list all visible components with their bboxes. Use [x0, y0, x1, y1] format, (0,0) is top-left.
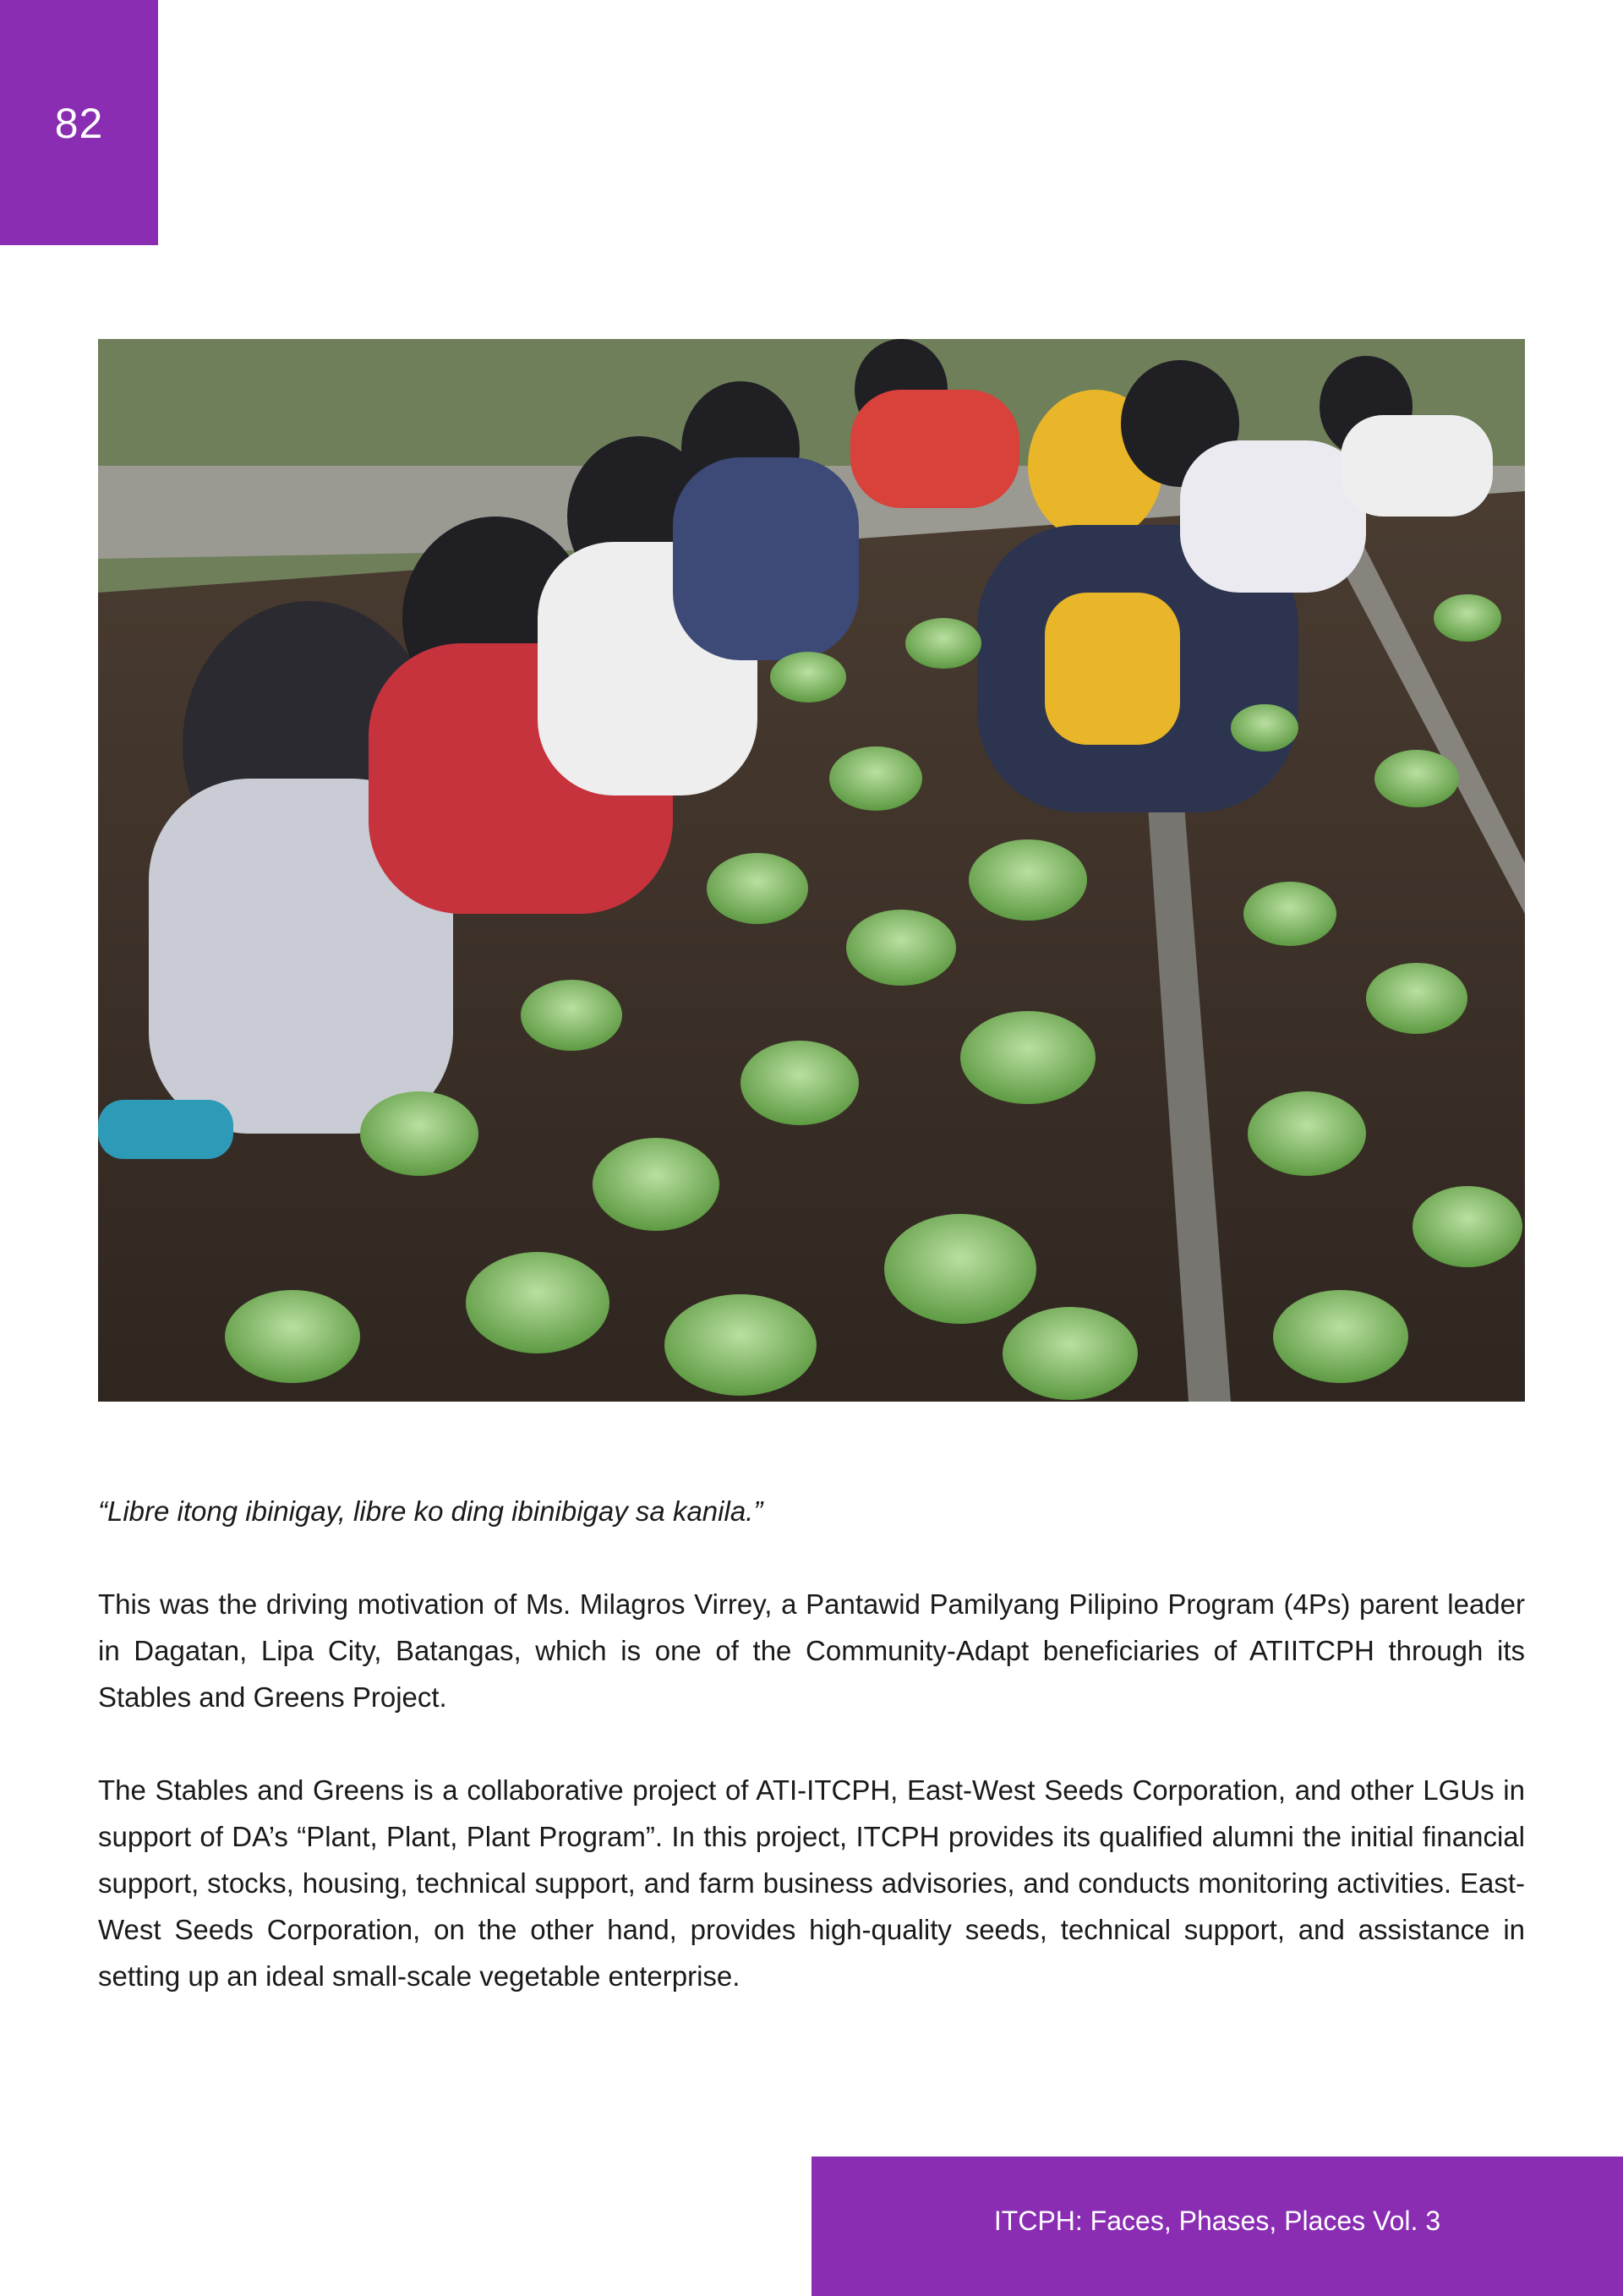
quote: “Libre itong ibinigay, libre ko ding ibinibigay sa kanila.”: [98, 1495, 763, 1527]
footer-band: [812, 2157, 1623, 2296]
paragraph: This was the driving motivation of Ms. Milagros Virrey, a Pantawid Pamilyang Pilipino Program (4Ps) parent leader in Dagatan, Lipa City, Batangas, which is one of the Community-Adapt beneficiaries of ATIITCPH through its Stables and Greens Project.: [98, 1588, 1525, 1713]
page-number: 82: [54, 100, 104, 147]
garden-photo-illustration: [98, 339, 1525, 1402]
body-text: [98, 1488, 1525, 2046]
blue-shoe: [98, 1100, 233, 1159]
publication-title: ITCPH: Faces, Phases, Places Vol. 3: [993, 2206, 1441, 2236]
paragraph: The Stables and Greens is a collaborative project of ATI-ITCPH, East-West Seeds Corporation, and other LGUs in support of DA’s “Plant, Plant, Plant Program”. In this project, ITCPH provides its qualified alumni the initial financial support, stocks, housing, technical support, and farm business advisories, and conducts monitoring activities. East-West Seeds Corporation, on the other hand, provides high-quality seeds, technical support, and assistance in setting up an ideal small-scale vegetable enterprise.: [98, 1774, 1525, 1992]
page-number-tab: [0, 0, 158, 245]
garden-photo: [98, 339, 1525, 1402]
